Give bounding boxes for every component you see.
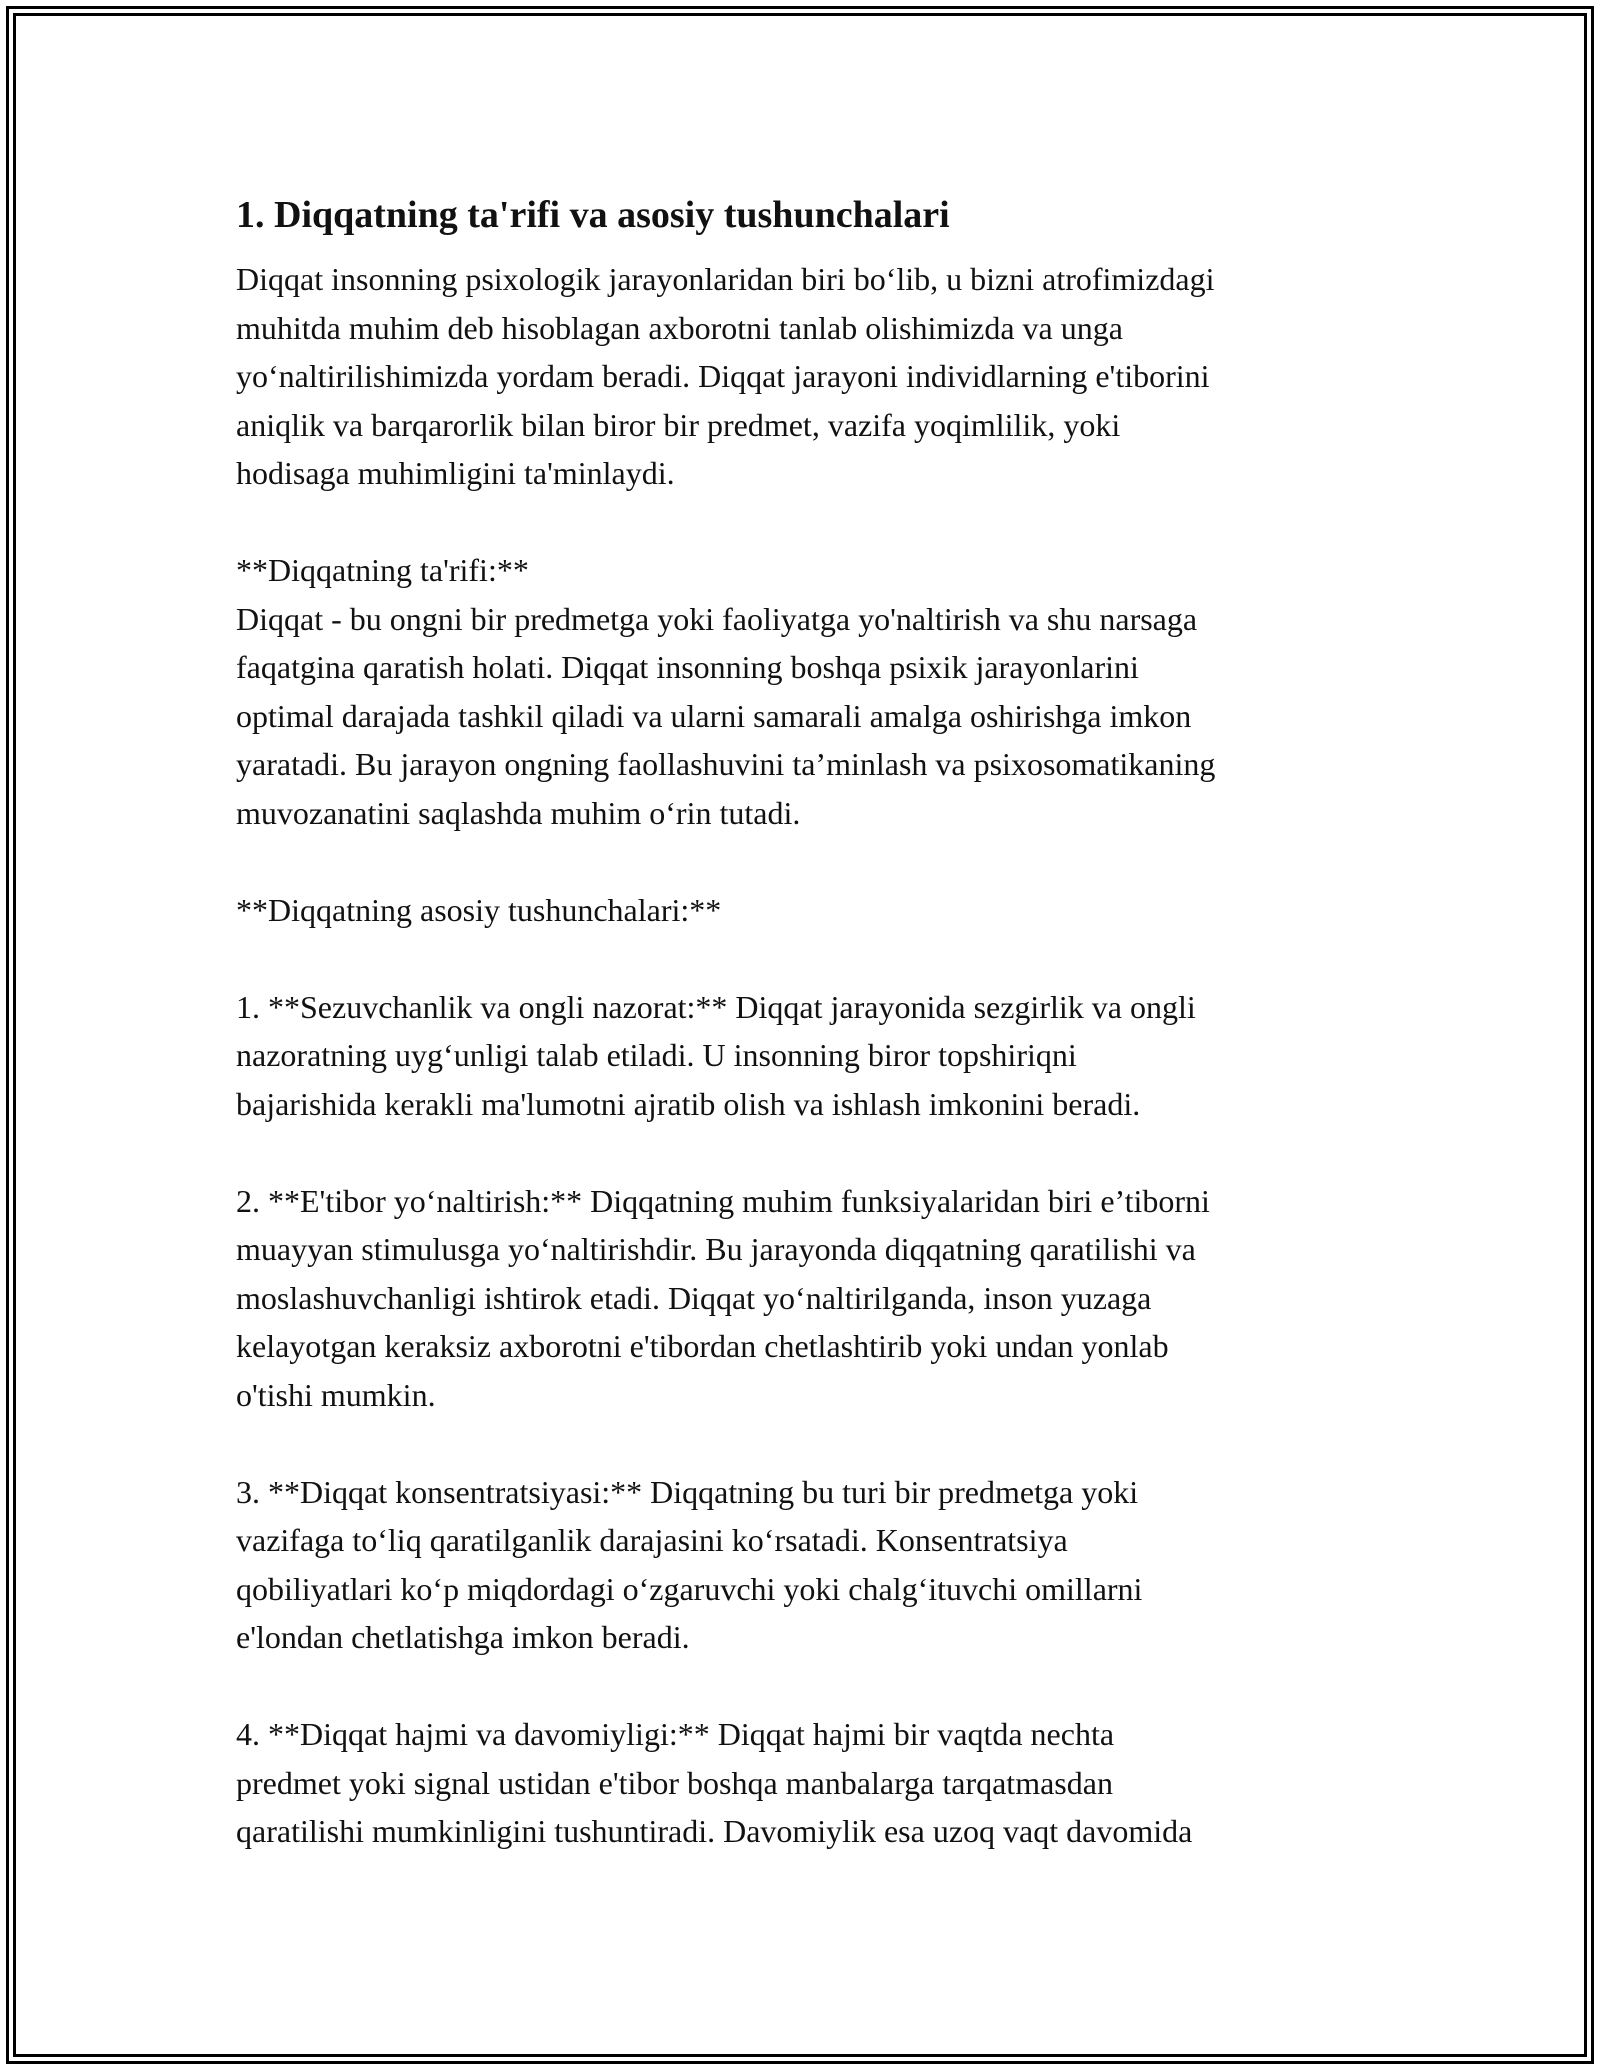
text-line: muayyan stimulusga yo‘naltirishdir. Bu jarayonda diqqatning qaratilishi va	[236, 1231, 1196, 1267]
text-line: 4. **Diqqat hajmi va davomiyligi:** Diqqat hajmi bir vaqtda nechta	[236, 1716, 1115, 1752]
text-line: qobiliyatlari ko‘p miqdordagi o‘zgaruvchi yoki chalg‘ituvchi omillarni	[236, 1570, 1143, 1607]
document-body	[236, 185, 1366, 1856]
text-line: kelayotgan keraksiz axborotni e'tibordan chetlashtirib yoki undan yonlab	[236, 1328, 1169, 1364]
paragraph-list	[236, 255, 1366, 1856]
text-line: 1. **Sezuvchanlik va ongli nazorat:** Diqqat jarayonida sezgirlik va ongli	[236, 988, 1196, 1025]
text-line: yaratadi. Bu jarayon ongning faollashuvini ta’minlash va psixosomatikaning	[236, 746, 1216, 782]
text-line: Diqqat insonning psixologik jarayonlaridan biri bo‘lib, u bizni atrofimizdagi	[236, 261, 1215, 297]
text-line: hodisaga muhimligini ta'minlaydi.	[236, 455, 675, 491]
section-heading: 1. Diqqatning ta'rifi va asosiy tushunchalari	[236, 194, 950, 236]
text-line: 2. **E'tibor yo‘naltirish:** Diqqatning muhim funksiyalaridan biri e’tiborni	[236, 1182, 1210, 1219]
text-line: predmet yoki signal ustidan e'tibor boshqa manbalarga tarqatmasdan	[236, 1764, 1113, 1801]
text-line: optimal darajada tashkil qiladi va ularni samarali amalga oshirishga imkon	[236, 697, 1192, 734]
text-line: nazoratning uyg‘unligi talab etiladi. U insonning biror topshiriqni	[236, 1037, 1077, 1073]
text-line: **Diqqatning asosiy tushunchalari:**	[236, 891, 722, 928]
paragraph	[236, 983, 1366, 1129]
text-line: yo‘naltirilishimizda yordam beradi. Diqqat jarayoni individlarning e'tiborini	[236, 358, 1210, 394]
text-line: qaratilishi mumkinligini tushuntiradi. Davomiylik esa uzoq vaqt davomida	[236, 1813, 1193, 1849]
text-line: e'londan chetlatishga imkon beradi.	[236, 1619, 690, 1655]
text-line: faqatgina qaratish holati. Diqqat insonning boshqa psixik jarayonlarini	[236, 649, 1139, 685]
text-line: vazifaga to‘liq qaratilganlik darajasini ko‘rsatadi. Konsentratsiya	[236, 1522, 1068, 1558]
text-line: muvozanatini saqlashda muhim o‘rin tutadi.	[236, 794, 801, 831]
paragraph	[236, 886, 1366, 935]
paragraph	[236, 1177, 1366, 1420]
paragraph	[236, 1468, 1366, 1662]
paragraph	[236, 546, 1366, 837]
text-line: **Diqqatning ta'rifi:**	[236, 552, 529, 588]
text-line: Diqqat - bu ongni bir predmetga yoki faoliyatga yo'naltirish va shu narsaga	[236, 600, 1198, 637]
text-line: muhitda muhim deb hisoblagan axborotni tanlab olishimizda va unga	[236, 309, 1123, 346]
paragraph	[236, 255, 1366, 498]
text-line: o'tishi mumkin.	[236, 1376, 436, 1413]
text-line: moslashuvchanligi ishtirok etadi. Diqqat yo‘naltirilganda, inson yuzaga	[236, 1279, 1152, 1316]
paragraph	[236, 1710, 1366, 1856]
text-line: aniqlik va barqarorlik bilan biror bir predmet, vazifa yoqimlilik, yoki	[236, 406, 1121, 443]
text-line: 3. **Diqqat konsentratsiyasi:** Diqqatning bu turi bir predmetga yoki	[236, 1473, 1139, 1510]
text-line: bajarishida kerakli ma'lumotni ajratib olish va ishlash imkonini beradi.	[236, 1085, 1141, 1122]
